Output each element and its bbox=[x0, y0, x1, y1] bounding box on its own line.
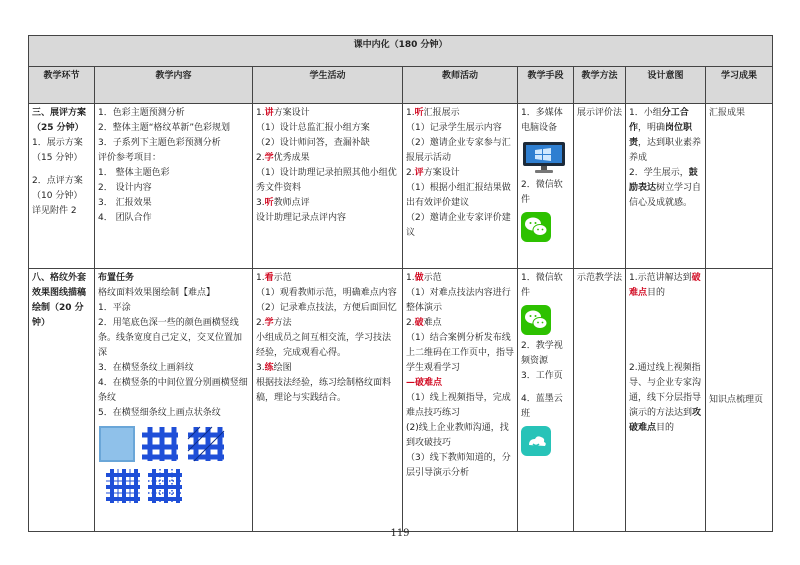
page-number: 119 bbox=[390, 528, 410, 539]
student-line: （1）设计总监汇报小组方案 bbox=[256, 123, 370, 133]
content-cell bbox=[95, 104, 253, 269]
student-step: 3.听教师点评 bbox=[256, 198, 310, 208]
keyword: 练 bbox=[264, 363, 274, 373]
teacher-line: （2）邀请企业专家参与汇报展示活动 bbox=[406, 138, 511, 163]
intent-text: 2．学生展示， bbox=[629, 168, 689, 178]
intent-para bbox=[629, 271, 702, 301]
means-line: 1．微信软件 bbox=[521, 273, 563, 298]
intent-para bbox=[629, 166, 702, 211]
step-text: 示范 bbox=[423, 273, 442, 283]
content-line: 格纹面料效果图绘制【难点】 bbox=[98, 288, 216, 298]
outcome-cell: 知识点梳理页 bbox=[706, 269, 773, 532]
intent-para bbox=[629, 361, 702, 436]
keyword: 学 bbox=[264, 153, 274, 163]
step-text: 方法 bbox=[273, 318, 292, 328]
intent-cell bbox=[626, 104, 706, 269]
table-title: 课中内化（180 分钟） bbox=[29, 36, 773, 67]
student-line: 设计助理记录点评内容 bbox=[256, 213, 347, 223]
content-line: 3． 汇报效果 bbox=[98, 198, 152, 208]
step-text: 优秀成果 bbox=[273, 153, 310, 163]
content-line: 2． 设计内容 bbox=[98, 183, 152, 193]
header-intent: 设计意图 bbox=[626, 67, 706, 104]
header-stage: 教学环节 bbox=[29, 67, 95, 104]
teacher-line: (2)线上企业教师沟通，找到攻破技巧 bbox=[406, 423, 509, 448]
student-step: 2.学优秀成果 bbox=[256, 153, 310, 163]
content-line: 3．在横竖条纹上画斜纹 bbox=[98, 363, 194, 373]
intent-text: 目的 bbox=[647, 288, 666, 298]
table-row bbox=[29, 104, 773, 269]
intent-cell bbox=[626, 269, 706, 532]
plaid-fabric-swatches bbox=[98, 425, 238, 505]
outcome-cell: 汇报成果 bbox=[706, 104, 773, 269]
intent-emphasis: 破难点 bbox=[629, 273, 701, 298]
step-text: 难点 bbox=[423, 318, 442, 328]
step-text: 教师点评 bbox=[273, 198, 310, 208]
header-content: 教学内容 bbox=[95, 67, 253, 104]
content-line: 1．色彩主题预测分析 bbox=[98, 108, 185, 118]
stage-line: （15 分钟） bbox=[32, 153, 83, 163]
stage-line: 详见附件 2 bbox=[32, 206, 77, 216]
swatch-thin-lines bbox=[106, 469, 140, 503]
intent-emphasis: 攻破难点 bbox=[629, 408, 702, 433]
keyword: 听 bbox=[264, 198, 274, 208]
stage-line: 1．展示方案 bbox=[32, 138, 83, 148]
lesson-table bbox=[28, 35, 773, 532]
wechat-icon bbox=[521, 305, 551, 335]
stage-cell bbox=[29, 269, 95, 532]
header-teacher-activity: 教师活动 bbox=[403, 67, 518, 104]
student-line: （2）设计师问答，查漏补缺 bbox=[256, 138, 370, 148]
swatch-lines bbox=[142, 427, 178, 461]
teacher-step: 2.评方案设计 bbox=[406, 168, 460, 178]
student-line: 小组成员之间互相交流，学习技法经验，完成观看心得。 bbox=[256, 333, 392, 358]
intent-emphasis: 岗位职责 bbox=[629, 123, 693, 148]
teacher-step: 1.听汇报展示 bbox=[406, 108, 460, 118]
means-line: 3．工作页 bbox=[521, 371, 563, 381]
stage-title: 八、格纹外套效果图线描稿绘制（20 分钟） bbox=[32, 273, 87, 328]
swatch-flat bbox=[100, 427, 134, 461]
student-step: 3.练绘图 bbox=[256, 363, 292, 373]
step-text: 方案设计 bbox=[423, 168, 460, 178]
teacher-line: （1）根据小组汇报结果做出有效评价建议 bbox=[406, 183, 511, 208]
stage-line: （10 分钟） bbox=[32, 191, 83, 201]
intent-text: 树立学习自信心及成就感。 bbox=[629, 183, 702, 208]
content-line: 2．用笔底色深一些的颜色画横竖线条。线条宽度自己定义，交叉位置加深 bbox=[98, 318, 243, 358]
student-line: （1）设计助理记录拍照其他小组优秀文件资料 bbox=[256, 168, 397, 193]
stage-duration: （25 分钟） bbox=[32, 123, 84, 133]
mosoteach-cloud-icon bbox=[521, 426, 551, 456]
header-student-activity: 学生活动 bbox=[253, 67, 403, 104]
step-text: 示范 bbox=[273, 273, 292, 283]
step-text: 绘图 bbox=[273, 363, 292, 373]
swatch-dotted bbox=[148, 469, 182, 503]
stage-line: 2．点评方案 bbox=[32, 176, 83, 186]
student-step: 1.讲方案设计 bbox=[256, 108, 310, 118]
computer-monitor-icon bbox=[521, 140, 567, 174]
intent-text: 2.通过线上视频指导、与企业专家沟通，线下分层指导演示的方法达到 bbox=[629, 363, 702, 418]
teacher-line: （1）对难点技法内容进行整体演示 bbox=[406, 288, 511, 313]
content-line: 1． 整体主题色彩 bbox=[98, 168, 170, 178]
header-method: 教学方法 bbox=[574, 67, 626, 104]
intent-emphasis: 鼓励表达 bbox=[629, 168, 698, 193]
method-cell: 示范教学法 bbox=[574, 269, 626, 532]
student-activity-cell bbox=[253, 104, 403, 269]
content-line: 1．平涂 bbox=[98, 303, 131, 313]
means-line: 2．教学视频资源 bbox=[521, 341, 563, 366]
content-line: 4． 团队合作 bbox=[98, 213, 152, 223]
means-line: 2．微信软件 bbox=[521, 180, 563, 205]
student-step: 2.学方法 bbox=[256, 318, 292, 328]
means-line: 4．蓝墨云班 bbox=[521, 394, 563, 419]
intent-text: 目的 bbox=[656, 423, 675, 433]
intent-text: ，达到职业素养养成 bbox=[629, 138, 702, 163]
teacher-line: （2）邀请企业专家评价建议 bbox=[406, 213, 511, 238]
intent-emphasis: 分工合作 bbox=[629, 108, 689, 133]
teacher-line: （1）线上视频指导，完成难点技巧练习 bbox=[406, 393, 511, 418]
keyword: 做 bbox=[414, 273, 424, 283]
teacher-line: （1）记录学生展示内容 bbox=[406, 123, 502, 133]
means-cell bbox=[518, 269, 574, 532]
keyword: 评 bbox=[414, 168, 424, 178]
teacher-line: （3）线下教师知道的，分层引导演示分析 bbox=[406, 453, 511, 478]
intent-text: 1.示范讲解达到 bbox=[629, 273, 692, 283]
student-activity-cell bbox=[253, 269, 403, 532]
content-line: 5．在横竖细条纹上画点状条纹 bbox=[98, 408, 221, 418]
keyword: 听 bbox=[414, 108, 424, 118]
keyword: 讲 bbox=[264, 108, 274, 118]
keyword: 破 bbox=[414, 318, 424, 328]
stage-cell bbox=[29, 104, 95, 269]
content-line: 2．整体主题“格纹革新”色彩规划 bbox=[98, 123, 231, 133]
student-line: 根据技法经验，练习绘制格纹面料稿，理论与实践结合。 bbox=[256, 378, 392, 403]
step-text: 汇报展示 bbox=[423, 108, 460, 118]
table-row bbox=[29, 269, 773, 532]
wechat-icon bbox=[521, 212, 551, 242]
task-heading: 布置任务 bbox=[98, 273, 135, 283]
teacher-step: 2.破难点 bbox=[406, 318, 442, 328]
intent-text: ，明确 bbox=[638, 123, 666, 133]
swatch-diagonal bbox=[188, 427, 224, 461]
means-cell bbox=[518, 104, 574, 269]
step-text: 方案设计 bbox=[273, 108, 310, 118]
teacher-line: （1）结合案例分析发布线上二维码在工作页中，指导学生观看学习 bbox=[406, 333, 515, 373]
stage-title: 三、展评方案 bbox=[32, 108, 87, 118]
content-line: 评价参考项目： bbox=[98, 153, 162, 163]
intent-para bbox=[629, 106, 702, 166]
keyword: 学 bbox=[264, 318, 274, 328]
keyword: —破难点 bbox=[406, 378, 443, 388]
method-cell: 展示评价法 bbox=[574, 104, 626, 269]
student-line: （2）记录难点技法，方便后面回忆 bbox=[256, 303, 397, 313]
keyword: 看 bbox=[264, 273, 274, 283]
means-line: 1．多媒体电脑设备 bbox=[521, 108, 563, 133]
header-outcome: 学习成果 bbox=[706, 67, 773, 104]
student-step: 1.看示范 bbox=[256, 273, 292, 283]
header-means: 教学手段 bbox=[518, 67, 574, 104]
content-line: 4．在横竖条的中间位置分别画横竖细条纹 bbox=[98, 378, 248, 403]
teacher-step: 1.做示范 bbox=[406, 273, 442, 283]
teacher-activity-cell bbox=[403, 269, 518, 532]
content-cell bbox=[95, 269, 253, 532]
student-line: （1）观看教师示范，明确难点内容 bbox=[256, 288, 397, 298]
teacher-activity-cell bbox=[403, 104, 518, 269]
intent-text: 1．小组 bbox=[629, 108, 662, 118]
content-line: 3．子系列下主题色彩预测分析 bbox=[98, 138, 221, 148]
